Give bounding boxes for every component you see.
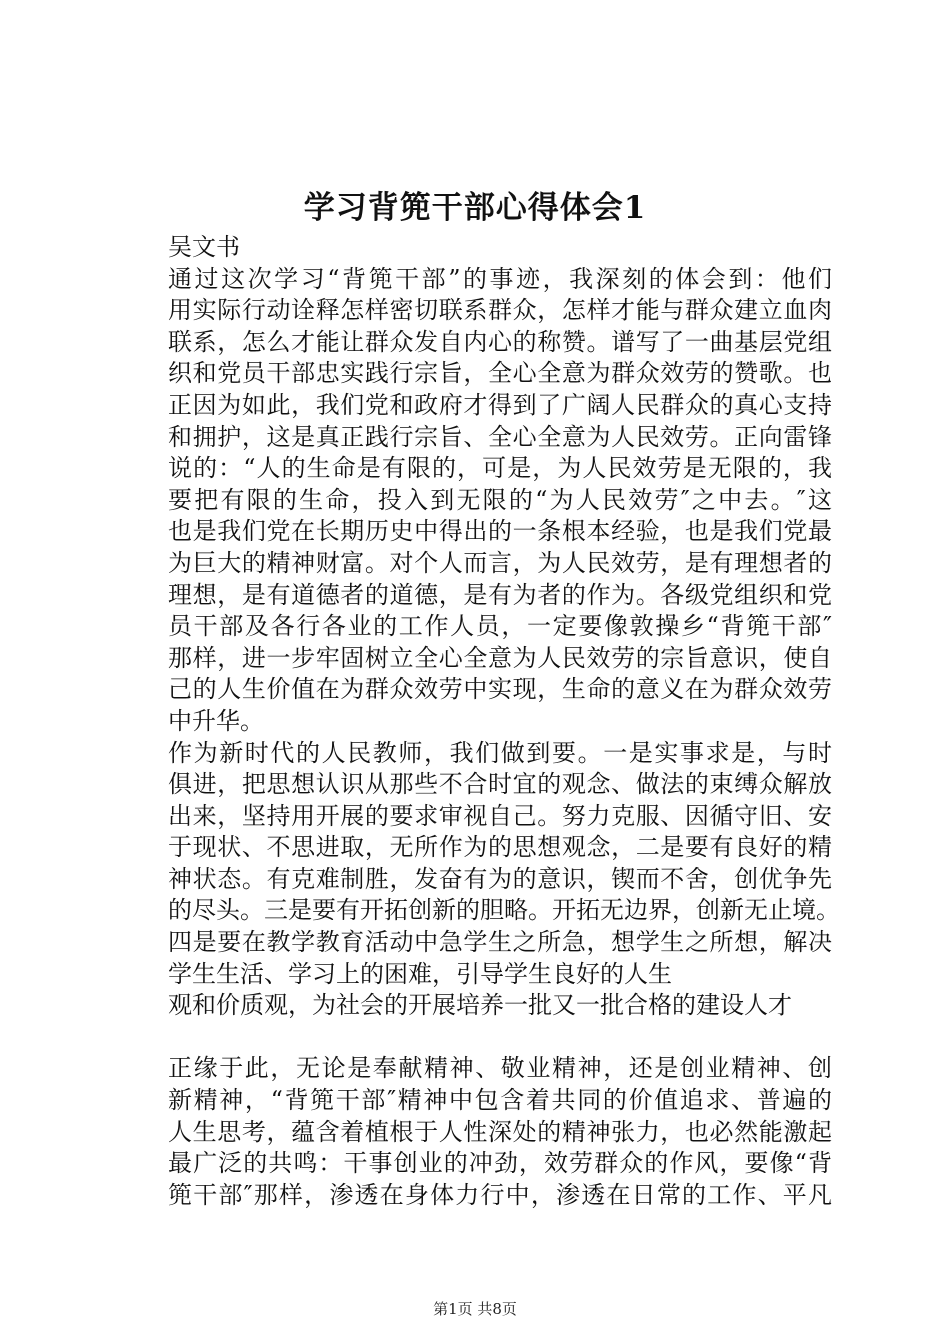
page-number-footer: 第1页 共8页 <box>433 1300 517 1318</box>
document-body <box>120 232 840 1211</box>
paragraph-line: 神状态。有克难制胜，发奋有为的意识，锲而不舍，创优争先 <box>168 864 832 893</box>
paragraph-3 <box>120 990 832 1022</box>
paragraph-line: 和拥护，这是真正践行宗旨、全心全意为人民效劳。正向雷锋 <box>168 422 832 451</box>
paragraph-line: 联系，怎么才能让群众发自内心的称赞。谱写了一曲基层党组 <box>168 327 832 356</box>
paragraph-line: 新精神，“背篼干部″精神中包含着共同的价值追求、普遍的 <box>168 1086 832 1115</box>
author-name: 吴文书 <box>168 233 240 261</box>
paragraph-line: 作为新时代的人民教师，我们做到要。一是实事求是，与时 <box>168 738 832 767</box>
paragraph-line: 用实际行动诠释怎样密切联系群众，怎样才能与群众建立血肉 <box>168 296 832 325</box>
paragraph-line: 要把有限的生命，投入到无限的“为人民效劳″之中去。″这 <box>168 485 832 514</box>
paragraph-1 <box>120 264 832 738</box>
paragraph-line: 最广泛的共鸣：干事创业的冲劲，效劳群众的作风，要像“背 <box>168 1149 832 1178</box>
paragraph-line: 俱进，把思想认识从那些不合时宜的观念、做法的束缚众解放 <box>168 770 832 799</box>
document-title: 学习背篼干部心得体会1 <box>303 190 647 226</box>
paragraph-line: 员干部及各行各业的工作人员，一定要像敦操乡“背篼干部″ <box>168 612 832 641</box>
paragraph-gap <box>120 1022 832 1054</box>
paragraph-2 <box>120 738 840 991</box>
paragraph-line: 观和价质观，为社会的开展培养一批又一批合格的建设人才 <box>168 991 792 1020</box>
paragraph-line: 为巨大的精神财富。对个人而言，为人民效劳，是有理想者的 <box>168 548 832 577</box>
paragraph-line: 理想，是有道德者的道德，是有为者的作为。各级党组织和党 <box>168 580 832 609</box>
paragraph-line: 那样，进一步牢固树立全心全意为人民效劳的宗旨意识，使自 <box>168 643 832 672</box>
paragraph-line: 中升华。 <box>168 706 264 735</box>
paragraph-line: 四是要在教学教育活动中急学生之所急，想学生之所想，解决 <box>168 928 832 957</box>
paragraph-4 <box>120 1053 832 1211</box>
paragraph-line: 正因为如此，我们党和政府才得到了广阔人民群众的真心支持 <box>168 390 832 419</box>
paragraph-line: 篼干部″那样，渗透在身体力行中，渗透在日常的工作、平凡 <box>168 1180 832 1209</box>
paragraph-line: 学生生活、学习上的困难，引导学生良好的人生 <box>168 959 672 988</box>
paragraph-line: 也是我们党在长期历史中得出的一条根本经验，也是我们党最 <box>168 517 832 546</box>
paragraph-line: 出来，坚持用开展的要求审视自己。努力克服、因循守旧、安 <box>168 801 832 830</box>
paragraph-line: 己的人生价值在为群众效劳中实现，生命的意义在为群众效劳 <box>168 675 832 704</box>
paragraph-line: 的尽头。三是要有开拓创新的胆略。开拓无边界，创新无止境。 <box>168 896 840 925</box>
paragraph-line: 通过这次学习“背篼干部”的事迹，我深刻的体会到：他们 <box>168 264 832 293</box>
paragraph-line: 于现状、不思进取，无所作为的思想观念，二是要有良好的精 <box>168 833 832 862</box>
paragraph-line: 人生思考，蕴含着植根于人性深处的精神张力，也必然能激起 <box>168 1117 832 1146</box>
paragraph-line: 说的：“人的生命是有限的，可是，为人民效劳是无限的，我 <box>168 454 832 483</box>
paragraph-line: 正缘于此，无论是奉献精神、敬业精神，还是创业精神、创 <box>168 1054 832 1083</box>
paragraph-line: 织和党员干部忠实践行宗旨，全心全意为群众效劳的赞歌。也 <box>168 359 832 388</box>
